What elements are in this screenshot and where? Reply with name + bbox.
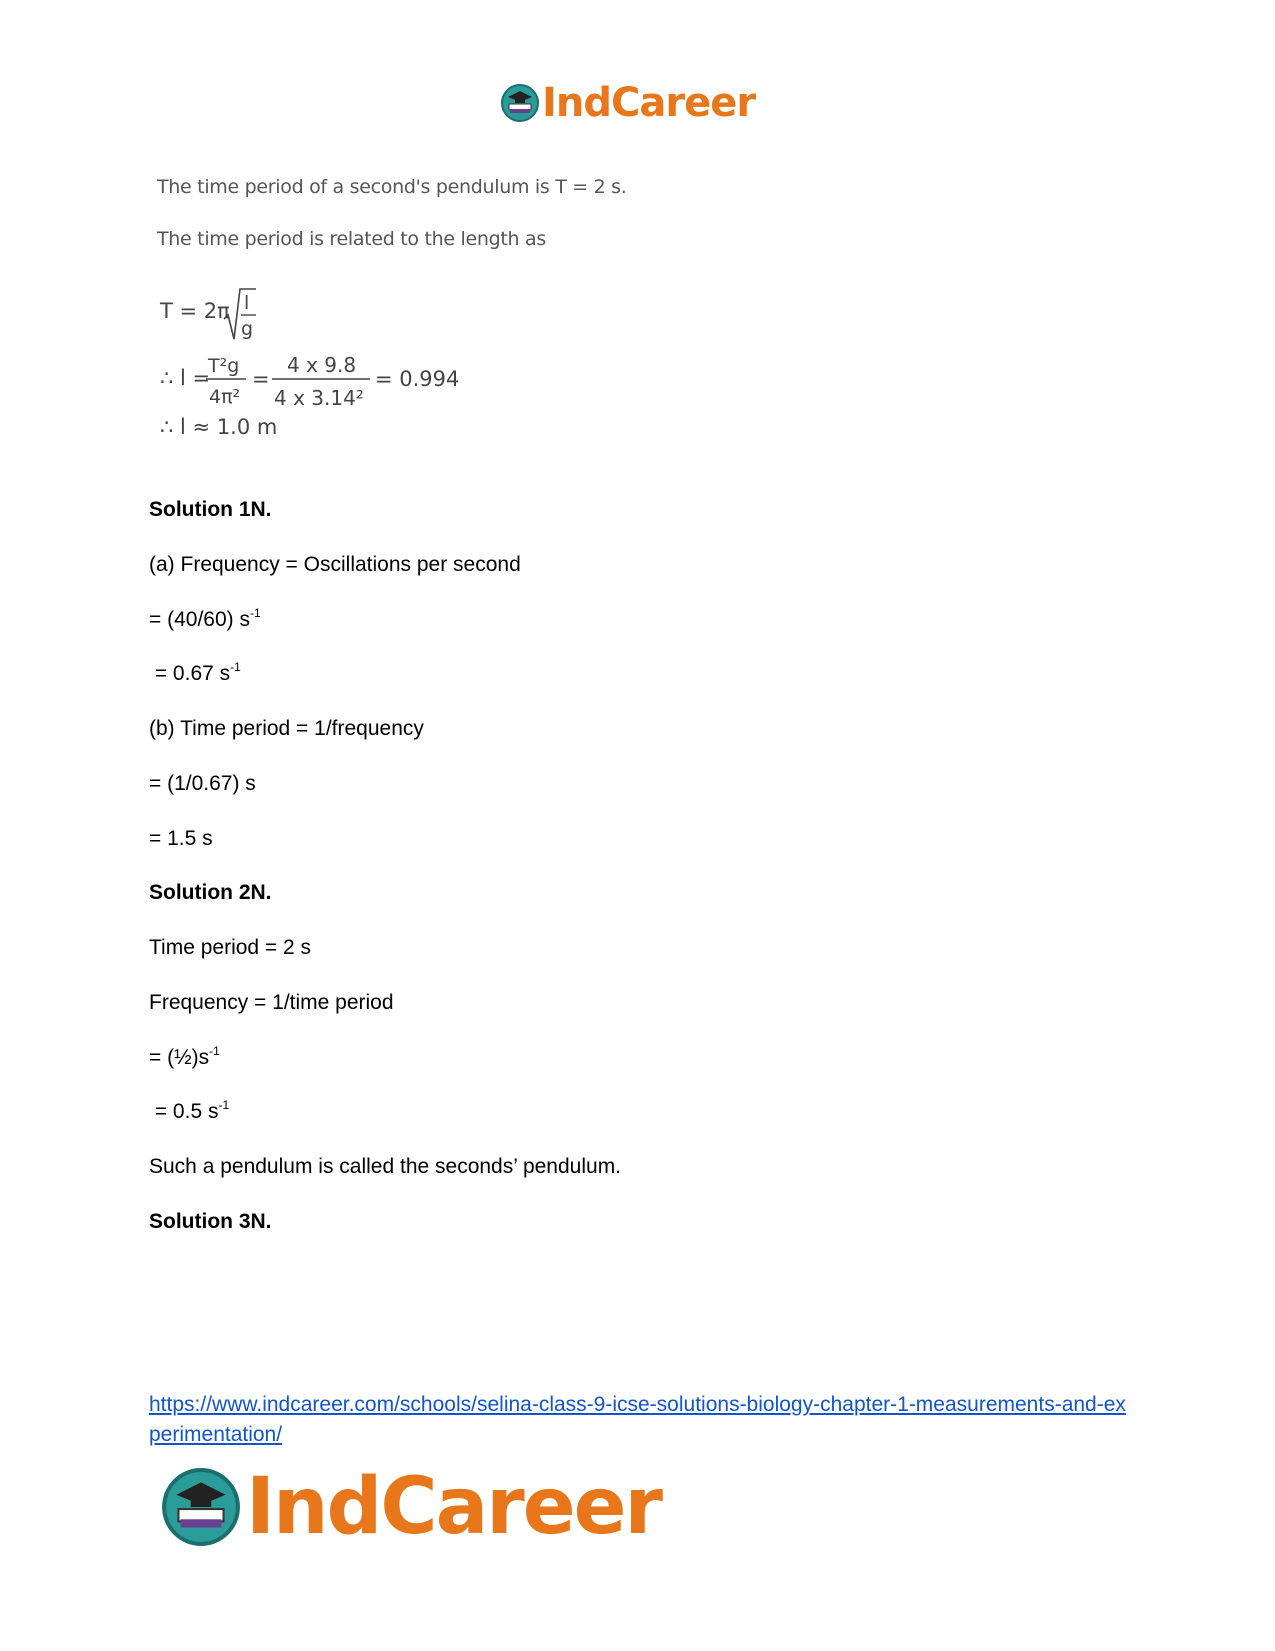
logo-wordmark: IndCareer bbox=[246, 1462, 661, 1552]
eq2-frac2-num: 4 x 9.8 bbox=[287, 353, 357, 377]
eq1-numerator: l bbox=[244, 292, 250, 314]
solution-3n-heading: Solution 3N. bbox=[149, 1210, 272, 1233]
eq1-denominator: g bbox=[241, 318, 254, 340]
sol1-line-a3: = 0.67 $s^{-1}$ bbox=[149, 660, 241, 685]
sol2-line-2: Frequency = 1/time period bbox=[149, 991, 394, 1014]
eq2-frac1-num: T²g bbox=[208, 355, 240, 377]
header-logo bbox=[500, 78, 755, 128]
pendulum-formula bbox=[160, 285, 520, 465]
eq2-equals: = bbox=[252, 367, 270, 391]
sol2-line-1: Time period = 2 s bbox=[149, 936, 312, 959]
eq2-frac2-den: 4 x 3.14² bbox=[274, 386, 364, 410]
sol2-line-3: = $(\frac{1}{2})s^{-1}$ bbox=[149, 1044, 220, 1069]
eq2-result: = 0.994 bbox=[375, 367, 460, 391]
sol2-line-5: Such a pendulum is called the seconds’ pendulum. bbox=[149, 1155, 622, 1178]
sol1-line-b3: = 1.5 s bbox=[149, 827, 213, 850]
solution-1n-heading: Solution 1N. bbox=[149, 498, 272, 521]
sol2-line-4: = 0.5 $s^{-1}$ bbox=[149, 1098, 230, 1123]
graduation-book-icon bbox=[500, 83, 540, 123]
sol1-line-b: (b) Time period = 1/frequency bbox=[149, 717, 424, 740]
sol1-line-a2: = (40/60) $s^{-1}$ bbox=[149, 606, 261, 631]
eq1-lhs: T = 2π bbox=[160, 299, 230, 323]
graduation-book-icon bbox=[160, 1466, 242, 1548]
eq2-frac1-den: 4π² bbox=[209, 386, 241, 408]
source-url-link[interactable]: https://www.indcareer.com/schools/selina-class-9-icse-solutions-biology-chapter-1-measurements-and-experimentation/ bbox=[149, 1393, 1126, 1446]
logo-wordmark: IndCareer bbox=[542, 80, 756, 126]
intro-line-2: The time period is related to the length as bbox=[157, 228, 546, 250]
sol1-line-a: (a) Frequency = Oscillations per second bbox=[149, 553, 521, 576]
footer-logo bbox=[160, 1462, 661, 1552]
eq2-prefix: ∴ l = bbox=[160, 366, 211, 390]
solution-2n-heading: Solution 2N. bbox=[149, 881, 272, 904]
eq3: ∴ l ≈ 1.0 m bbox=[160, 415, 278, 439]
sol1-line-b2: = (1/0.67) s bbox=[149, 772, 256, 795]
intro-line-1: The time period of a second's pendulum is T = 2 s. bbox=[157, 176, 627, 198]
